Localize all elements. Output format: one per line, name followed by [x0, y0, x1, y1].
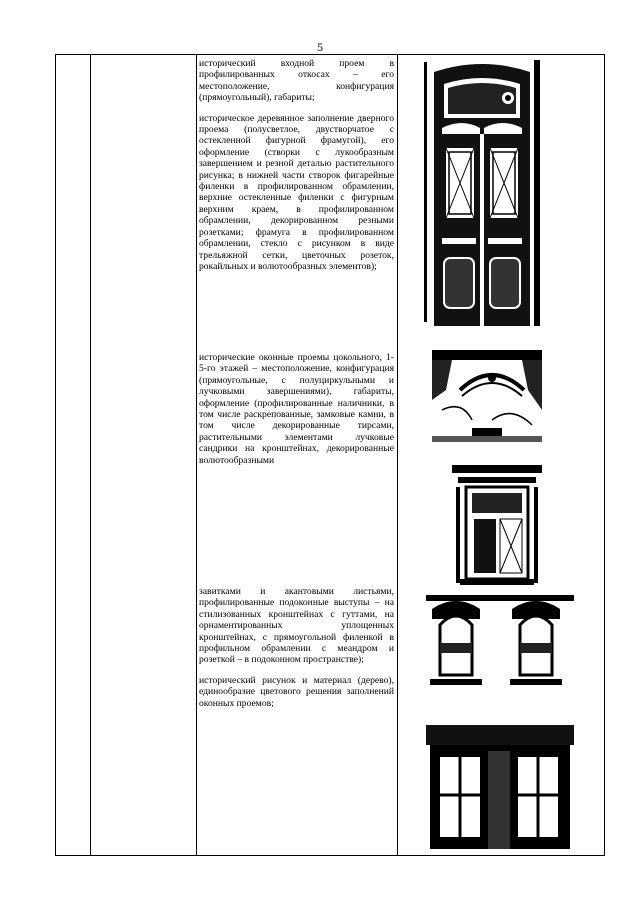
- column-divider: [397, 55, 398, 855]
- door-photo: [422, 58, 542, 330]
- text-block-door: [199, 58, 394, 281]
- text-block-windows: [199, 352, 394, 475]
- paragraph: исторический входной проем в профилированных откосах – его местоположение, конфигурация (прямоугольный), габариты;: [199, 58, 394, 104]
- window-photo: [452, 465, 542, 585]
- paragraph: исторические оконные проемы цокольного, 1-5-го этажей – местоположение, конфигурация (прямоугольные, с полуциркульными и лучковыми завершениями), габариты, оформление (профилированные наличники, в том числе раскрепованные, замковые камни, в том числе декорированные тирсами, растительными элементами лучковые сандрики на кронштейнах, декорированные волютообразными: [199, 352, 394, 466]
- arched-window-photo: [432, 350, 542, 442]
- heritage-table: [55, 54, 605, 856]
- column-divider: [196, 55, 197, 855]
- text-block-windows-cont: [199, 586, 394, 718]
- facade-photo: [426, 595, 574, 853]
- paragraph: исторический рисунок и материал (дерево), единообразие цветового решения заполнений оконных проемов;: [199, 674, 394, 709]
- column-divider: [90, 55, 91, 855]
- paragraph: историческое деревянное заполнение дверного проема (полусветлое, двустворчатое с остекленной фигурной фрамугой), его оформление (створки с лукообразным завершением и резной деталью растительного рисунка; в нижней части створок фигарейные филенки в профилированном обрамлении, верхние остекленные филенки с фигурным верхним краем, в профилированном обрамлении, декорированном резными розетками; фрамуга в профилированном обрамлении, стекло с рисунком в виде трельяжной сетки, цветочных розеток, рокайльных и волютообразных элементов);: [199, 112, 394, 272]
- paragraph: завитками и акантовыми листьями, профилированные подоконные выступы – на стилизованных кронштейнах с гуттами, на орнаментированных уплощенных кронштейнах, с прямоугольной филенкой в профильном обрамлении с меандром и розеткой – в подоконном пространстве);: [199, 586, 394, 666]
- page-number: 5: [317, 40, 323, 54]
